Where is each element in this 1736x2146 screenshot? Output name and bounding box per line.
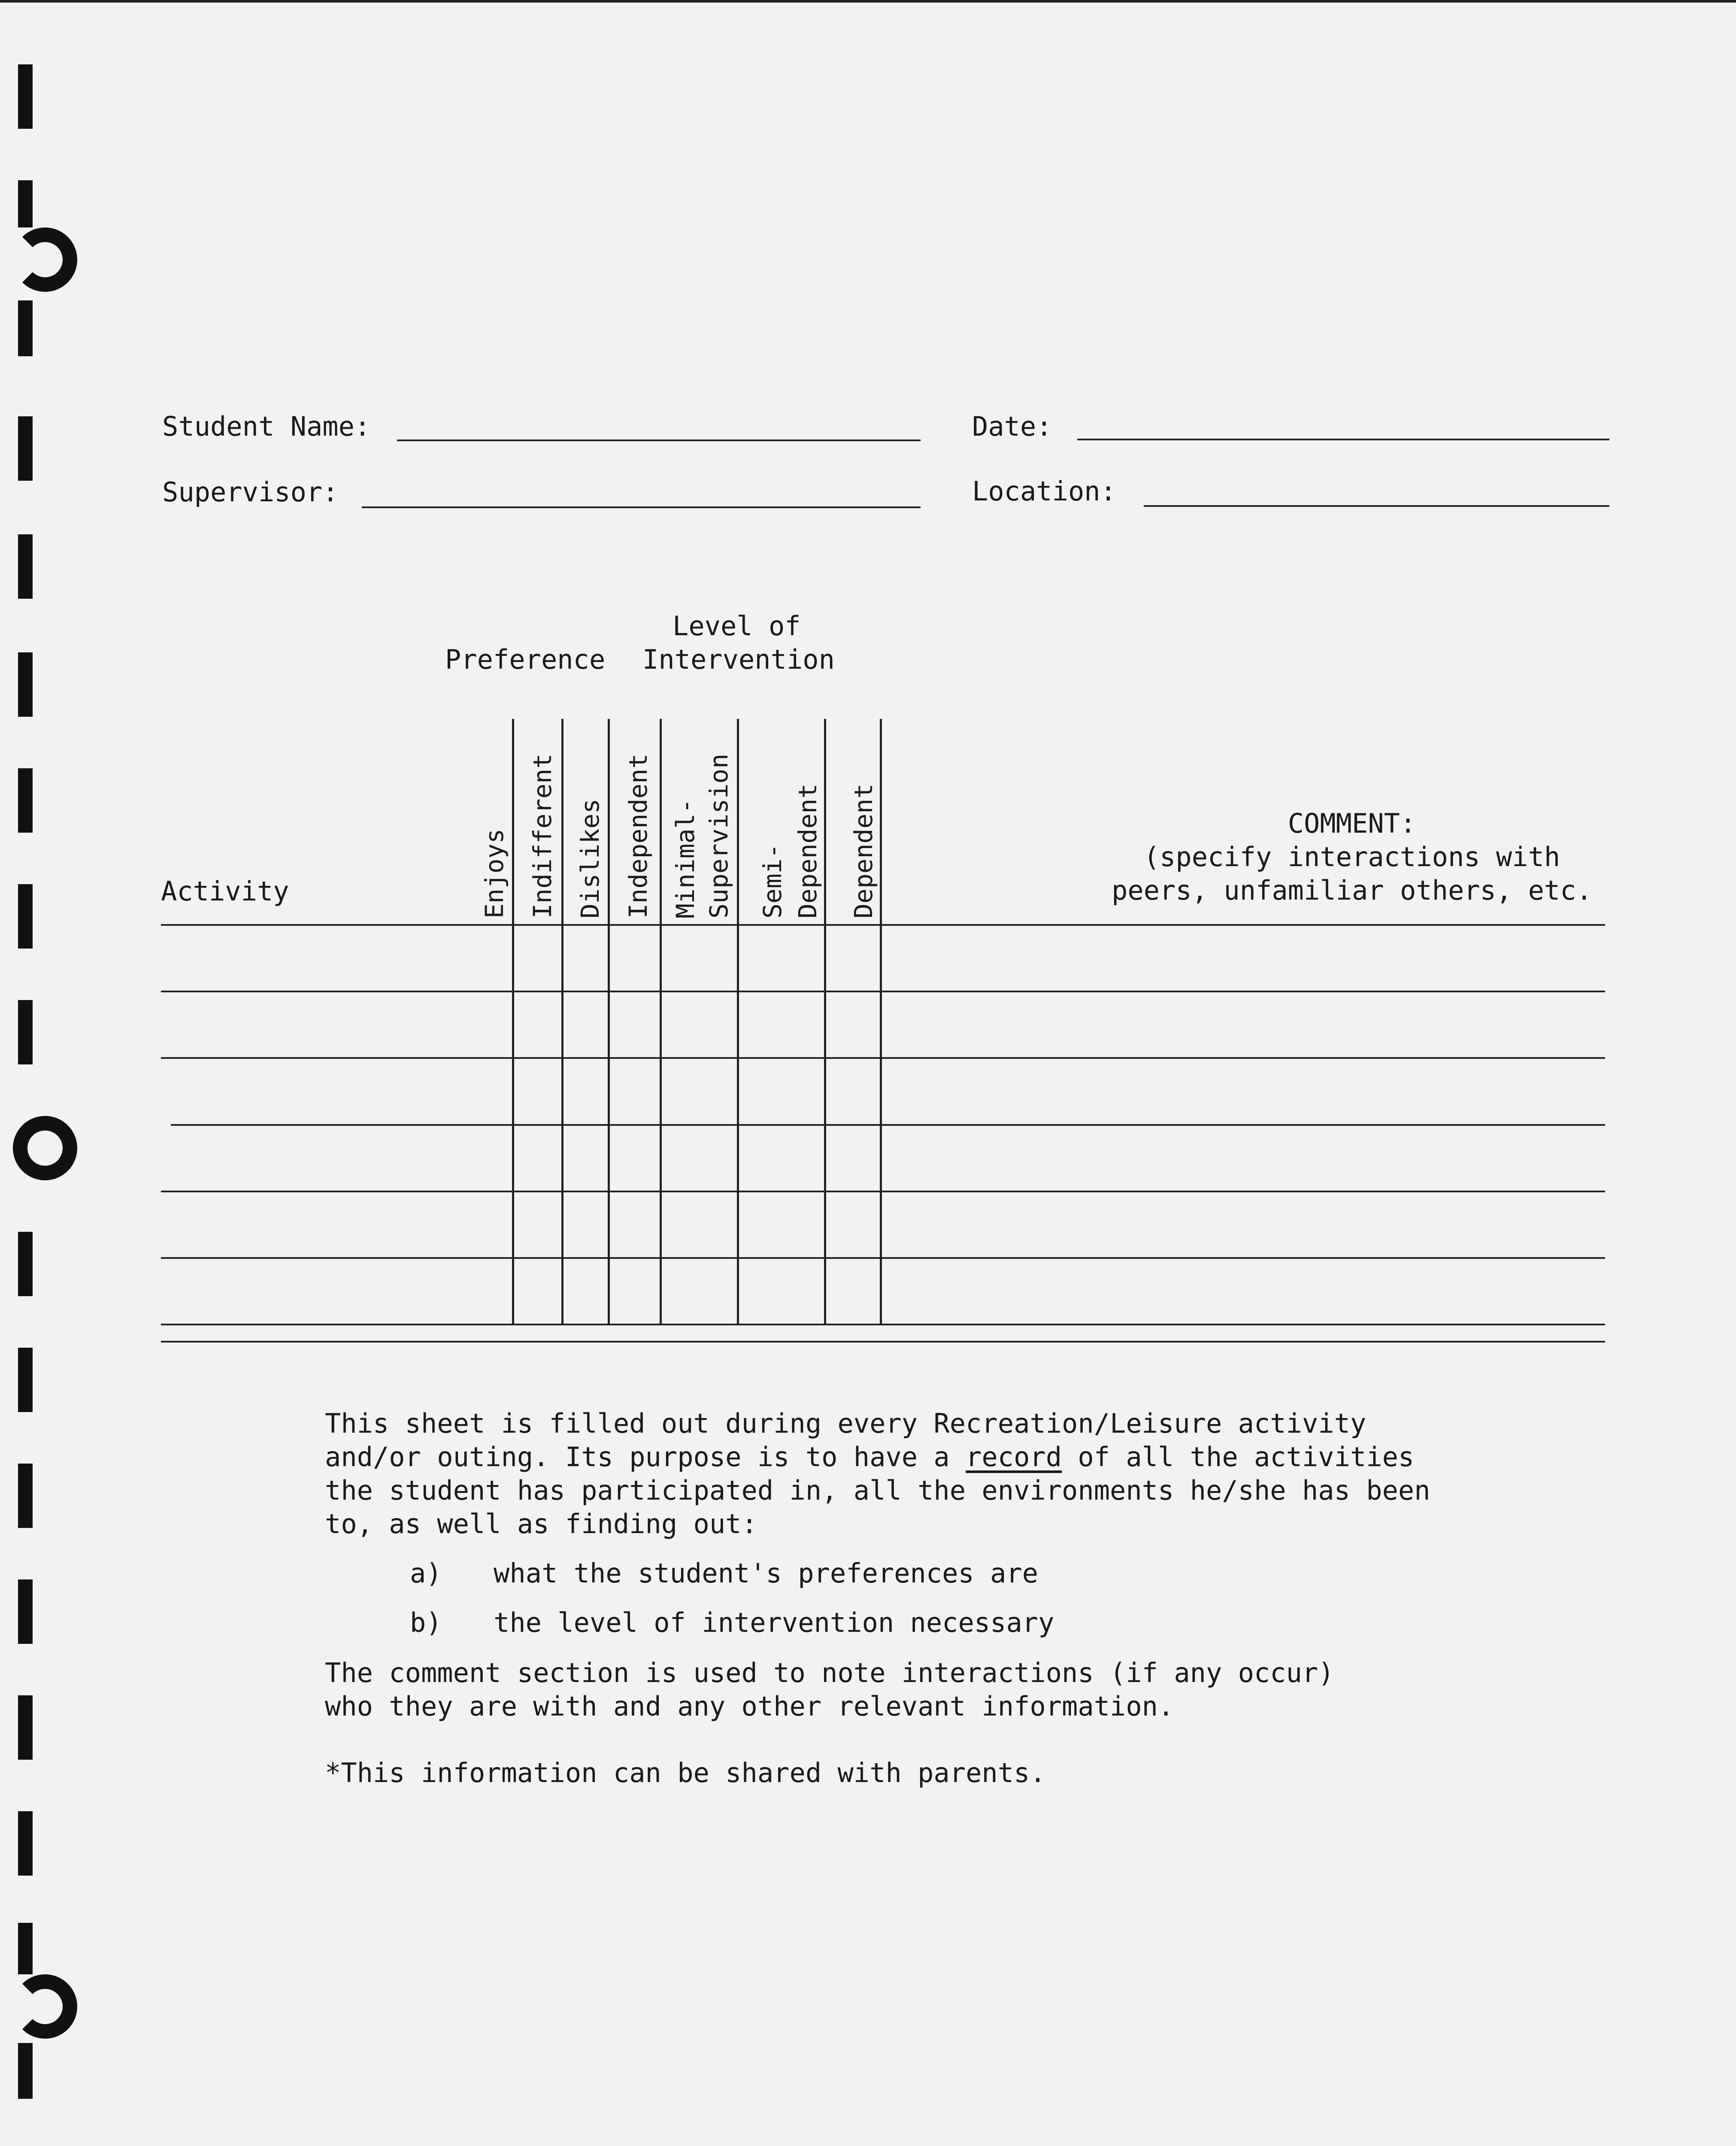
binder-bar xyxy=(18,2043,33,2099)
semi-dependent-header-line2: Dependent xyxy=(793,783,822,918)
instructions-line: the student has participated in, all the environments he/she has been xyxy=(325,1475,1430,1506)
item-a-marker: a) xyxy=(410,1558,442,1589)
column-divider xyxy=(824,719,826,1324)
indifferent-column-header: Indifferent xyxy=(528,753,557,918)
intervention-heading: Intervention xyxy=(642,644,835,675)
supervisor-field[interactable] xyxy=(362,506,921,508)
comment-subheading-1: (specify interactions with xyxy=(1143,841,1560,873)
instructions-line xyxy=(325,1440,1414,1474)
item-a-text: what the student's preferences are xyxy=(494,1558,1039,1589)
binder-bar xyxy=(18,1464,33,1528)
location-label: Location: xyxy=(972,476,1116,507)
binder-bar xyxy=(18,1811,33,1876)
student-name-field[interactable] xyxy=(397,440,921,441)
date-label: Date: xyxy=(972,411,1052,442)
student-name-label: Student Name: xyxy=(162,411,371,442)
supervisor-label: Supervisor: xyxy=(162,476,339,508)
column-divider xyxy=(660,719,662,1324)
column-divider xyxy=(608,719,610,1324)
row-line[interactable] xyxy=(161,991,1605,992)
binder-bar xyxy=(18,416,33,481)
binder-bar xyxy=(18,1579,33,1644)
binder-bar xyxy=(18,180,33,227)
binder-bar xyxy=(18,300,33,356)
enjoys-column-header: Enjoys xyxy=(480,828,509,918)
date-field[interactable] xyxy=(1077,439,1609,440)
level-of-heading: Level of xyxy=(673,610,801,642)
comment-note-line: The comment section is used to note interactions (if any occur) xyxy=(325,1657,1334,1688)
binder-bar xyxy=(18,884,33,949)
item-b-marker: b) xyxy=(410,1607,442,1638)
comment-note-line: who they are with and any other relevant information. xyxy=(325,1691,1174,1722)
instructions-line: to, as well as finding out: xyxy=(325,1508,757,1540)
column-divider xyxy=(737,719,739,1324)
binder-bar xyxy=(18,1923,33,1974)
comment-heading: COMMENT: xyxy=(1288,808,1416,839)
dependent-column-header: Dependent xyxy=(849,783,878,918)
binder-bar xyxy=(18,1348,33,1412)
page-top-edge xyxy=(0,0,1736,3)
binder-bar xyxy=(18,534,33,599)
instructions-text: and/or outing. Its purpose is to have a xyxy=(325,1441,966,1473)
instructions-line: This sheet is filled out during every Recreation/Leisure activity xyxy=(325,1408,1366,1439)
row-line[interactable] xyxy=(161,1324,1605,1325)
binder-bar xyxy=(18,1000,33,1064)
binder-bar xyxy=(18,64,33,129)
binder-bar xyxy=(18,1232,33,1296)
comment-subheading-2: peers, unfamiliar others, etc. xyxy=(1112,875,1592,906)
item-b-text: the level of intervention necessary xyxy=(494,1607,1054,1638)
semi-dependent-header-line1: Semi- xyxy=(758,843,787,918)
row-line[interactable] xyxy=(161,1057,1605,1059)
binder-ring xyxy=(13,1974,77,2039)
row-line[interactable] xyxy=(161,1257,1605,1259)
column-divider xyxy=(512,719,514,1324)
minimal-supervision-header-line1: Minimal- xyxy=(671,798,700,918)
activity-heading: Activity xyxy=(161,876,289,907)
binder-ring xyxy=(13,227,77,292)
independent-column-header: Independent xyxy=(624,753,653,918)
row-line[interactable] xyxy=(161,1191,1605,1192)
binder-ring xyxy=(13,1116,77,1180)
binder-bar xyxy=(18,1695,33,1760)
location-field[interactable] xyxy=(1144,505,1609,507)
column-divider xyxy=(880,719,882,1324)
dislikes-column-header: Dislikes xyxy=(576,798,605,918)
preference-heading: Preference xyxy=(445,644,606,675)
minimal-supervision-header-line2: Supervision xyxy=(704,753,733,918)
header-rule xyxy=(161,924,1605,926)
table-bottom-rule xyxy=(161,1341,1605,1343)
column-divider xyxy=(561,719,564,1324)
row-line[interactable] xyxy=(171,1124,1605,1126)
record-emphasis: record xyxy=(966,1441,1062,1473)
parents-note: *This information can be shared with parents. xyxy=(325,1757,1046,1788)
binder-bar xyxy=(18,652,33,717)
instructions-text: of all the activities xyxy=(1062,1441,1415,1473)
binder-bar xyxy=(18,768,33,833)
